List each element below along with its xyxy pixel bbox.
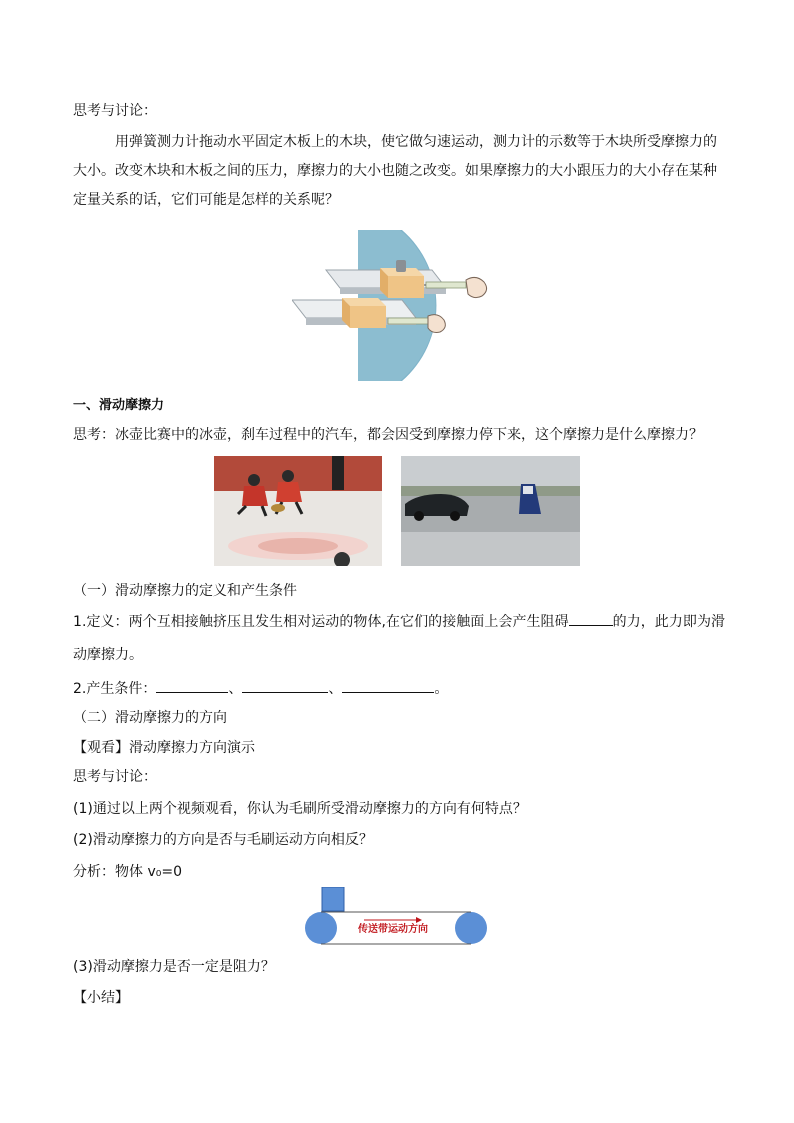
analysis-line: 分析：物体 v₀=0 xyxy=(73,864,182,880)
condition-blank-1[interactable] xyxy=(156,678,228,693)
observe-line: 【观看】滑动摩擦力方向演示 xyxy=(73,740,255,756)
section-title-sliding-friction: 一、滑动摩擦力 xyxy=(73,398,165,413)
conditions-label: 2.产生条件： xyxy=(73,681,157,697)
condition-blank-3[interactable] xyxy=(342,678,434,693)
condition-separator-2: 、 xyxy=(328,681,343,697)
discussion-heading-2: 思考与讨论： xyxy=(73,769,157,785)
curling-photo xyxy=(214,456,382,566)
curling-question: 思考：冰壶比赛中的冰壶，刹车过程中的汽车，都会因受到摩擦力停下来，这个摩擦力是什么摩擦力？ xyxy=(73,427,703,443)
condition-blank-2[interactable] xyxy=(242,678,328,693)
question-2: (2)滑动摩擦力的方向是否与毛刷运动方向相反？ xyxy=(73,832,373,848)
friction-experiment-figure xyxy=(292,230,495,381)
question-3: (3)滑动摩擦力是否一定是阻力？ xyxy=(73,959,275,975)
intro-paragraph: 用弹簧测力计拖动水平固定木板上的木块，使它做匀速运动，测力计的示数等于木块所受摩擦力的大小。改变木块和木板之间的压力，摩擦力的大小也随之改变。如果摩擦力的大小跟压力的大小存在某种定量关系的话，它们可能是怎样的关系呢？ xyxy=(73,134,717,208)
definition-text-a: 1.定义：两个互相接触挤压且发生相对运动的物体,在它们的接触面上会产生阻碍 xyxy=(73,614,569,630)
definition-text-b: 的力，此力即为滑 xyxy=(612,614,726,630)
subsection-title-direction: （二）滑动摩擦力的方向 xyxy=(73,710,227,726)
conditions-line xyxy=(73,678,448,699)
subsection-title-definition: （一）滑动摩擦力的定义和产生条件 xyxy=(73,583,297,599)
left-wheel xyxy=(305,912,337,944)
discussion-heading: 思考与讨论： xyxy=(73,103,157,119)
definition-line xyxy=(73,611,725,632)
definition-blank[interactable] xyxy=(569,611,613,626)
condition-separator-1: 、 xyxy=(228,681,243,697)
right-wheel xyxy=(455,912,487,944)
definition-continuation: 动摩擦力。 xyxy=(73,647,143,663)
conveyor-belt-diagram xyxy=(304,887,488,945)
block-on-belt xyxy=(322,887,344,911)
car-braking-photo xyxy=(401,456,580,566)
condition-end: 。 xyxy=(434,681,449,697)
belt-direction-label: 传送带运动方向 xyxy=(358,924,428,935)
question-1: (1)通过以上两个视频观看，你认为毛刷所受滑动摩擦力的方向有何特点？ xyxy=(73,801,527,817)
summary-heading: 【小结】 xyxy=(73,990,129,1006)
